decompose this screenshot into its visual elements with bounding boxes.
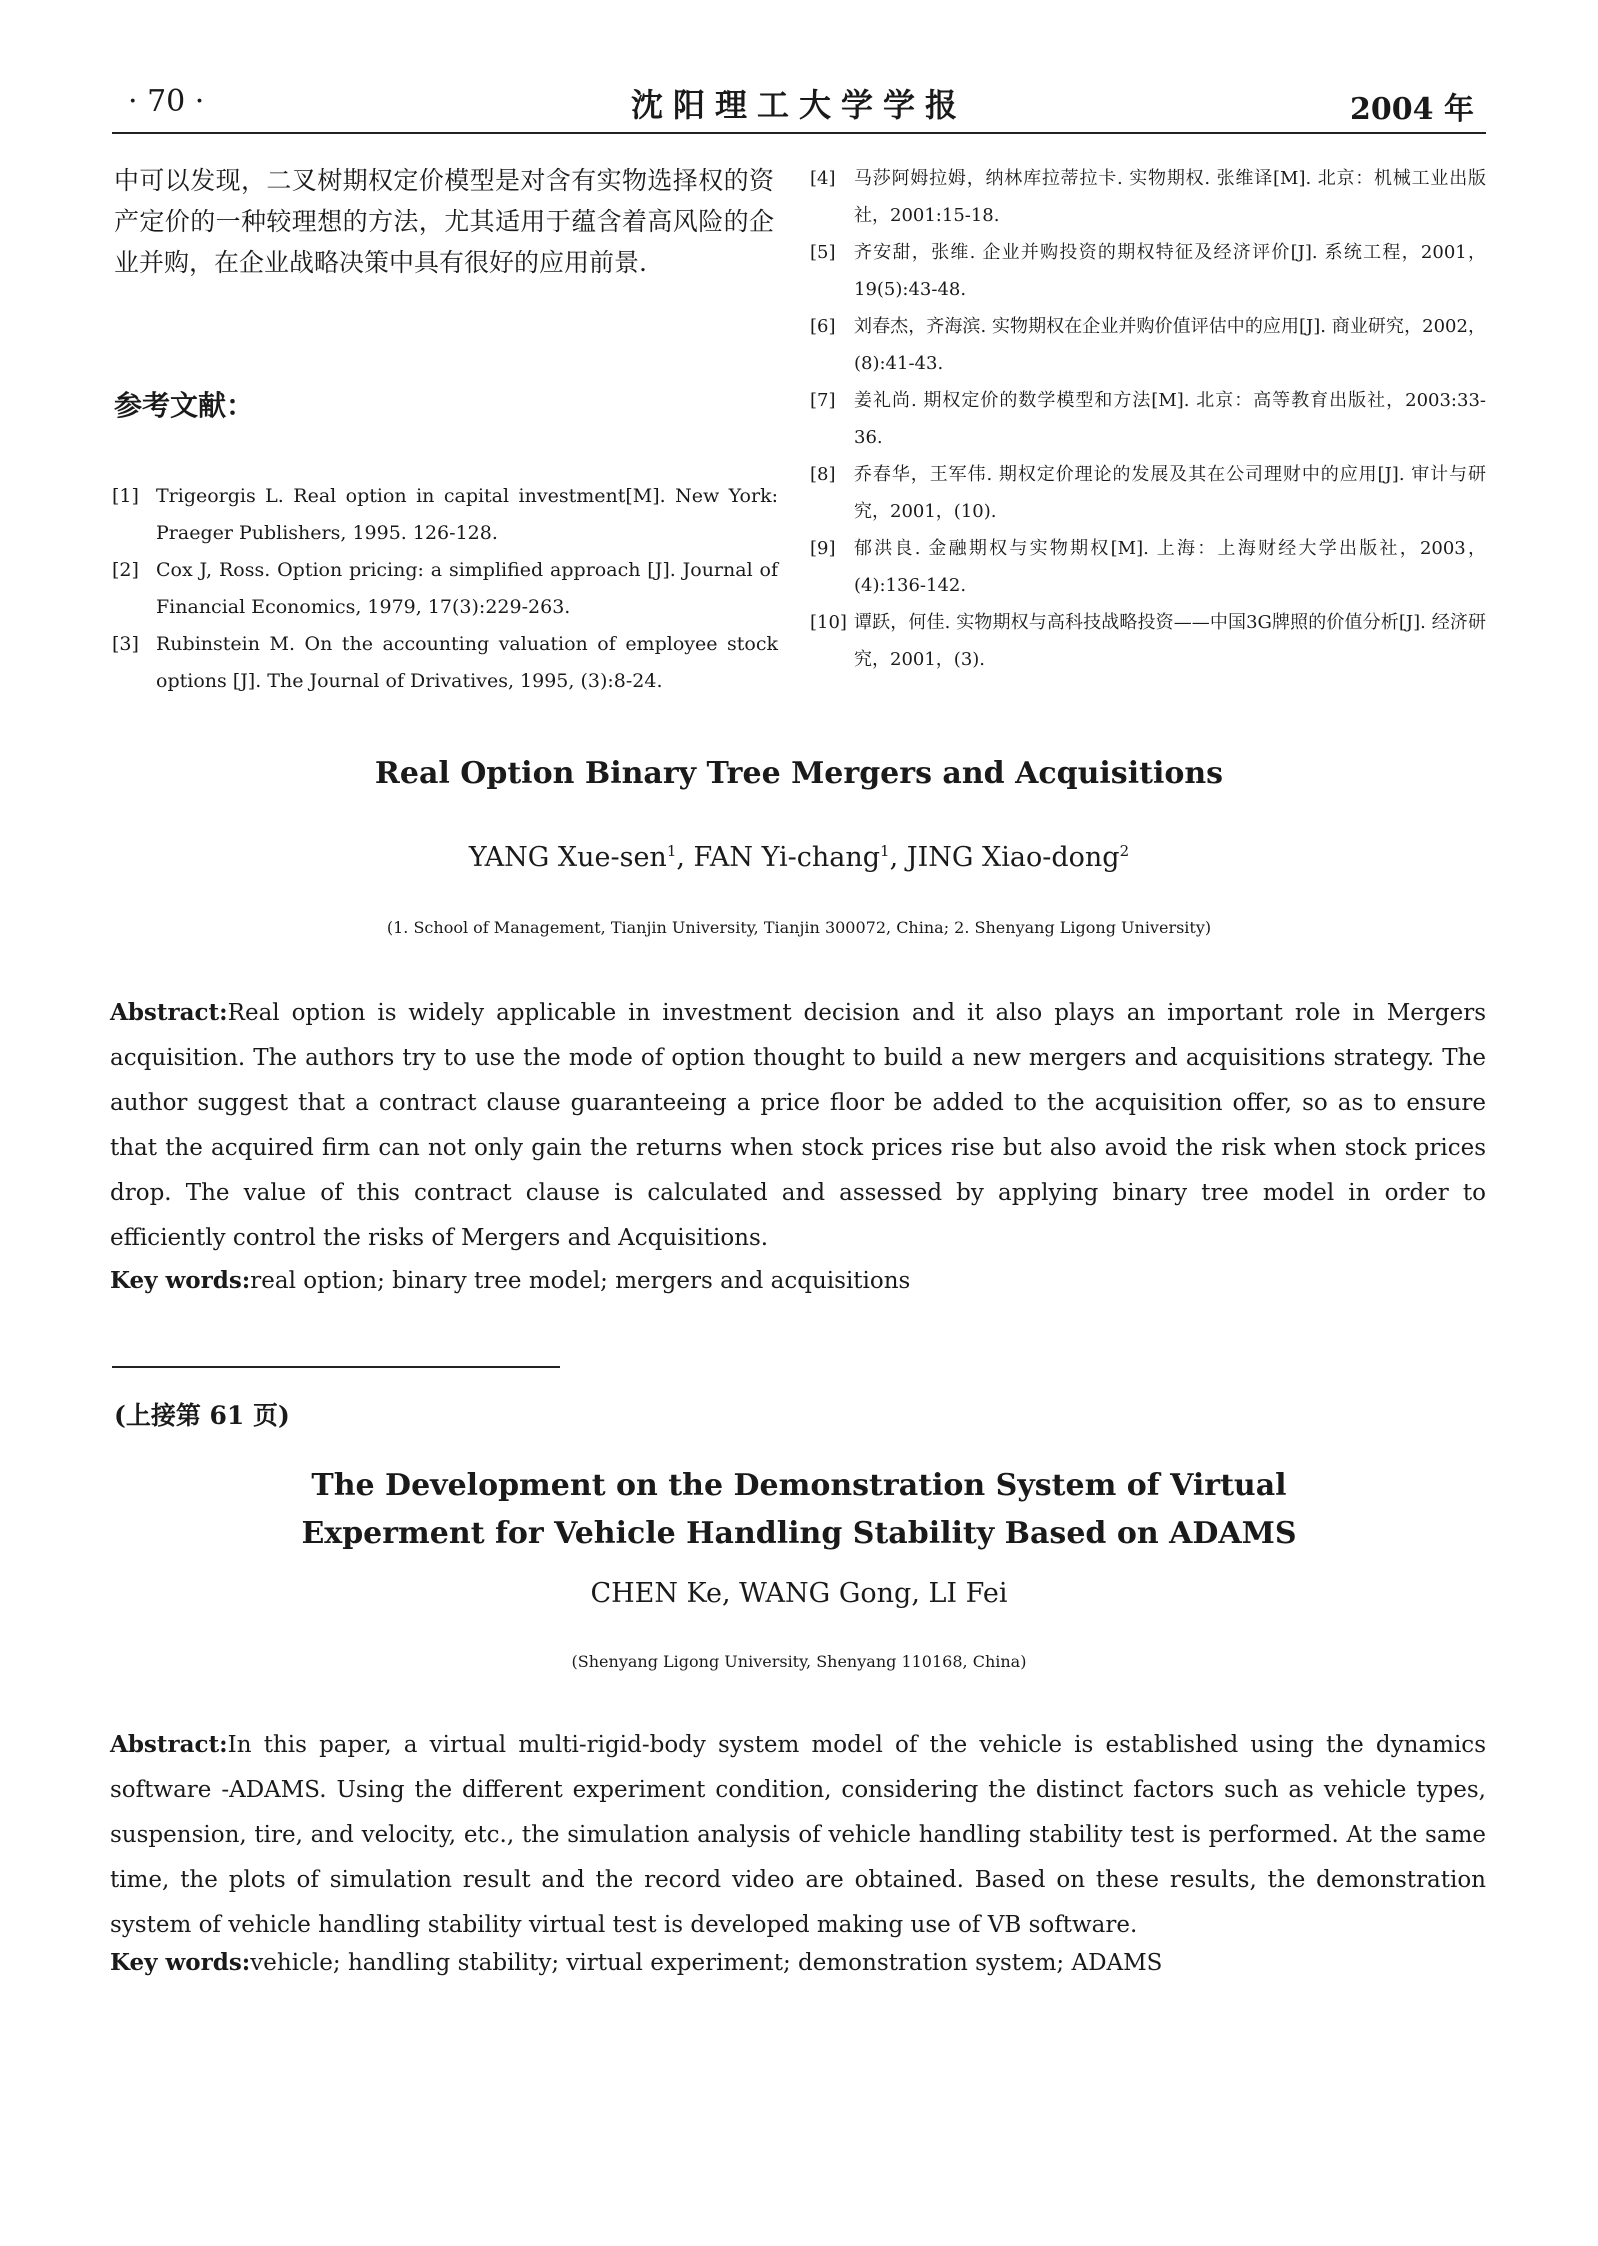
author-name: JING Xiao-dong: [906, 842, 1120, 873]
abstract-text: Real option is widely applicable in investment decision and it also plays an important role in Mergers acquisition. The authors try to use the mode of option thought to build a new mergers and acquisitions strategy. The author suggest that a contract clause guaranteeing a price floor be added to the acquisition offer, so as to ensure that the acquired firm can not only gain the returns when stock prices rise but also avoid the risk when stock prices drop. The value of this contract clause is calculated and assessed by applying binary tree model in order to efficiently control the risks of Mergers and Acquisitions.: [110, 1000, 1486, 1251]
abstract2-body: [110, 1722, 1486, 1948]
abstract-label: Abstract:: [110, 999, 228, 1026]
reference-text: Rubinstein M. On the accounting valuation of employee stock options [J]. The Journal of Drivatives, 1995, (3):8-24.: [156, 633, 778, 692]
reference-number: [2]: [112, 559, 139, 581]
reference-number: [10]: [810, 612, 847, 633]
references-list-left: [112, 478, 778, 700]
publication-year: 2004 年: [1350, 92, 1474, 127]
references-list-right: [810, 160, 1486, 678]
reference-text: Cox J, Ross. Option pricing: a simplified approach [J]. Journal of Financial Economics, 1979, 17(3):229-263.: [156, 559, 778, 618]
reference-number: [1]: [112, 485, 139, 507]
header-rule: [112, 132, 1486, 134]
reference-number: [3]: [112, 633, 139, 655]
reference-text: 乔春华，王军伟. 期权定价理论的发展及其在公司理财中的应用[J]. 审计与研究，2001，(10).: [854, 464, 1486, 522]
reference-item: [810, 308, 1486, 382]
reference-item: [810, 234, 1486, 308]
journal-title: 沈阳理工大学学报: [630, 86, 967, 124]
reference-number: [6]: [810, 316, 836, 337]
reference-item: [810, 382, 1486, 456]
reference-text: 齐安甜，张维. 企业并购投资的期权特征及经济评价[J]. 系统工程，2001，19(5):43-48.: [854, 242, 1486, 300]
reference-number: [8]: [810, 464, 836, 485]
reference-text: 郁洪良. 金融期权与实物期权[M]. 上海：上海财经大学出版社，2003，(4):136-142.: [854, 538, 1486, 596]
keywords-text: real option; binary tree model; mergers and acquisitions: [250, 1268, 911, 1294]
title-line: The Development on the Demonstration System of Virtual: [311, 1468, 1287, 1503]
reference-number: [7]: [810, 390, 836, 411]
abstract1-title: Real Option Binary Tree Mergers and Acquisitions: [374, 756, 1224, 791]
abstract-label: Abstract:: [110, 1731, 228, 1758]
reference-text: Trigeorgis L. Real option in capital investment[M]. New York: Praeger Publishers, 1995. 126-128.: [156, 485, 778, 544]
reference-item: [112, 626, 778, 700]
reference-text: 刘春杰，齐海滨. 实物期权在企业并购价值评估中的应用[J]. 商业研究，2002，(8):41-43.: [854, 316, 1486, 374]
author-affiliation-mark: 2: [1119, 842, 1130, 860]
reference-text: 马莎阿姆拉姆，纳林库拉蒂拉卡. 实物期权. 张维译[M]. 北京：机械工业出版社，2001:15-18.: [854, 168, 1486, 226]
reference-number: [4]: [810, 168, 836, 189]
abstract1-affiliation: (1. School of Management, Tianjin University, Tianjin 300072, China; 2. Shenyang Ligong University): [386, 918, 1212, 937]
continued-from-note: (上接第 61 页): [114, 1401, 290, 1430]
author-name: YANG Xue-sen: [468, 842, 667, 873]
author-affiliation-mark: 1: [666, 842, 677, 860]
reference-item: [112, 552, 778, 626]
abstract2-title: [0, 1462, 1598, 1558]
abstract-text: In this paper, a virtual multi-rigid-body system model of the vehicle is established using the dynamics software -ADAMS. Using the different experiment condition, considering the distinct factors such as vehicle types, suspension, tire, and velocity, etc., the simulation analysis of vehicle handling stability test is performed. At the same time, the plots of simulation result and the record video are obtained. Based on these results, the demonstration system of vehicle handling stability virtual test is developed making use of VB software.: [110, 1732, 1486, 1938]
keywords-label: Key words:: [110, 1949, 251, 1976]
keywords-text: vehicle; handling stability; virtual experiment; demonstration system; ADAMS: [250, 1950, 1163, 1976]
reference-text: 谭跃，何佳. 实物期权与高科技战略投资——中国3G牌照的价值分析[J]. 经济研究，2001，(3).: [854, 612, 1486, 670]
reference-item: [810, 530, 1486, 604]
reference-text: 姜礼尚. 期权定价的数学模型和方法[M]. 北京：高等教育出版社，2003:33-36.: [854, 390, 1486, 448]
references-heading: 参考文献：: [114, 389, 255, 422]
keywords-label: Key words:: [110, 1267, 251, 1294]
conclusion-paragraph: 中可以发现，二叉树期权定价模型是对含有实物选择权的资产定价的一种较理想的方法，尤其适用于蕴含着高风险的企业并购，在企业战略决策中具有很好的应用前景.: [114, 166, 774, 277]
section-separator-rule: [112, 1366, 560, 1368]
abstract2-authors: CHEN Ke, WANG Gong, LI Fei: [590, 1578, 1008, 1609]
title-line: Experment for Vehicle Handling Stability Based on ADAMS: [301, 1516, 1297, 1551]
reference-number: [9]: [810, 538, 836, 559]
reference-item: [810, 604, 1486, 678]
abstract1-body: [110, 990, 1486, 1261]
abstract1-authors: YANG Xue-sen$^1$, FAN Yi-chang$^1$, JING Xiao-dong$^2$: [468, 842, 1130, 873]
reference-number: [5]: [810, 242, 836, 263]
reference-item: [810, 160, 1486, 234]
abstract2-keywords: [110, 1940, 1486, 1986]
abstract1-keywords: [110, 1258, 1486, 1304]
page-number: · 70 ·: [128, 84, 205, 119]
author-name: FAN Yi-chang: [693, 842, 881, 873]
abstract2-affiliation: (Shenyang Ligong University, Shenyang 110168, China): [571, 1652, 1027, 1671]
reference-item: [810, 456, 1486, 530]
author-affiliation-mark: 1: [880, 842, 890, 860]
reference-item: [112, 478, 778, 552]
